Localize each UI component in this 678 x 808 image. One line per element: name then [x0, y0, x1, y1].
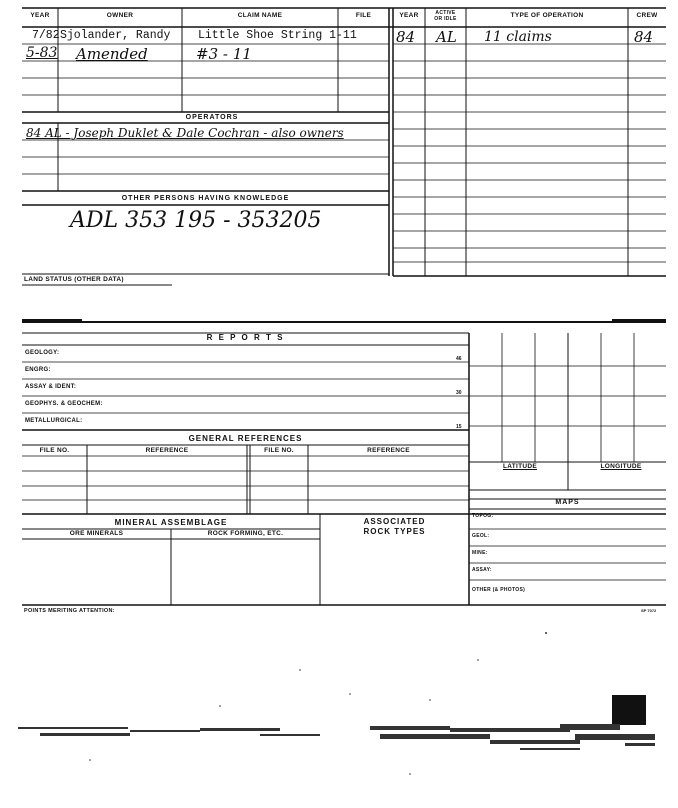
- ref-file-no-2: FILE NO.: [264, 447, 294, 454]
- col-year2-header: YEAR: [399, 12, 419, 19]
- report-geology-num: 46: [456, 356, 462, 362]
- report-geophys-label: GEOPHYS. & GEOCHEM:: [25, 401, 103, 407]
- col-active-header-line2: OR IDLE: [434, 16, 457, 22]
- col-file-header: FILE: [355, 12, 372, 19]
- maps-title: MAPS: [555, 499, 580, 506]
- map-other: OTHER (& PHOTOS): [472, 587, 526, 593]
- land-status-label: LAND STATUS (OTHER DATA): [24, 276, 124, 283]
- report-engrg-label: ENGRG:: [25, 367, 51, 373]
- row1-active: AL: [436, 28, 457, 46]
- col-active-header-line1: ACTIVE: [435, 10, 456, 16]
- associated-line1: ASSOCIATED: [363, 517, 426, 526]
- operators-entry: 84 AL - Joseph Duklet & Dale Cochran - also owners: [26, 126, 344, 140]
- ref-reference-1: REFERENCE: [145, 447, 189, 454]
- col-year-header: YEAR: [30, 12, 50, 19]
- other-persons-entry: ADL 353 195 - 353205: [70, 208, 322, 233]
- ref-reference-2: REFERENCE: [367, 447, 410, 454]
- general-references-title: GENERAL REFERENCES: [188, 434, 303, 443]
- col-crew-header: CREW: [636, 12, 658, 19]
- row1-operation: 11 claims: [484, 29, 552, 45]
- reports-title: R E P O R T S: [206, 333, 285, 342]
- ref-file-no-1: FILE NO.: [39, 447, 70, 454]
- longitude-label: LONGITUDE: [600, 463, 642, 470]
- report-geology-label: GEOLOGY:: [25, 350, 60, 356]
- row1-year: 7/82: [32, 29, 60, 42]
- row1-year2: 84: [396, 28, 416, 46]
- points-meriting-attention: POINTS MERITING ATTENTION:: [24, 608, 115, 614]
- row2-claim: #3 - 11: [196, 45, 252, 63]
- map-assay: ASSAY:: [472, 567, 492, 573]
- operators-title: OPERATORS: [185, 114, 239, 121]
- report-metallurgical-label: METALLURGICAL:: [25, 418, 83, 424]
- map-mine: MINE:: [472, 550, 488, 556]
- map-geol: GEOL:: [472, 533, 490, 539]
- latitude-label: LATITUDE: [502, 463, 538, 470]
- row2-year: 5-83: [26, 45, 58, 61]
- rock-forming-header: ROCK FORMING, ETC.: [207, 530, 284, 537]
- mineral-assemblage-title: MINERAL ASSEMBLAGE: [114, 518, 228, 527]
- col-owner-header: OWNER: [106, 12, 134, 19]
- ore-minerals-header: ORE MINERALS: [69, 530, 124, 537]
- map-topog: TOPOG:: [472, 513, 494, 519]
- report-assay-num: 30: [456, 390, 462, 396]
- row1-claim: Little Shoe String 1-11: [198, 29, 357, 42]
- report-assay-label: ASSAY & IDENT:: [25, 384, 77, 390]
- col-operation-header: TYPE OF OPERATION: [510, 12, 584, 19]
- row1-crew: 84: [634, 28, 654, 46]
- associated-line2: ROCK TYPES: [363, 527, 426, 536]
- form-code: SP 7072: [641, 608, 657, 613]
- row1-owner: Sjolander, Randy: [60, 29, 171, 42]
- col-claim-name-header: CLAIM NAME: [237, 12, 283, 19]
- other-persons-title: OTHER PERSONS HAVING KNOWLEDGE: [121, 195, 290, 202]
- report-metallurgical-num: 15: [456, 424, 462, 430]
- row2-owner: Amended: [76, 45, 148, 63]
